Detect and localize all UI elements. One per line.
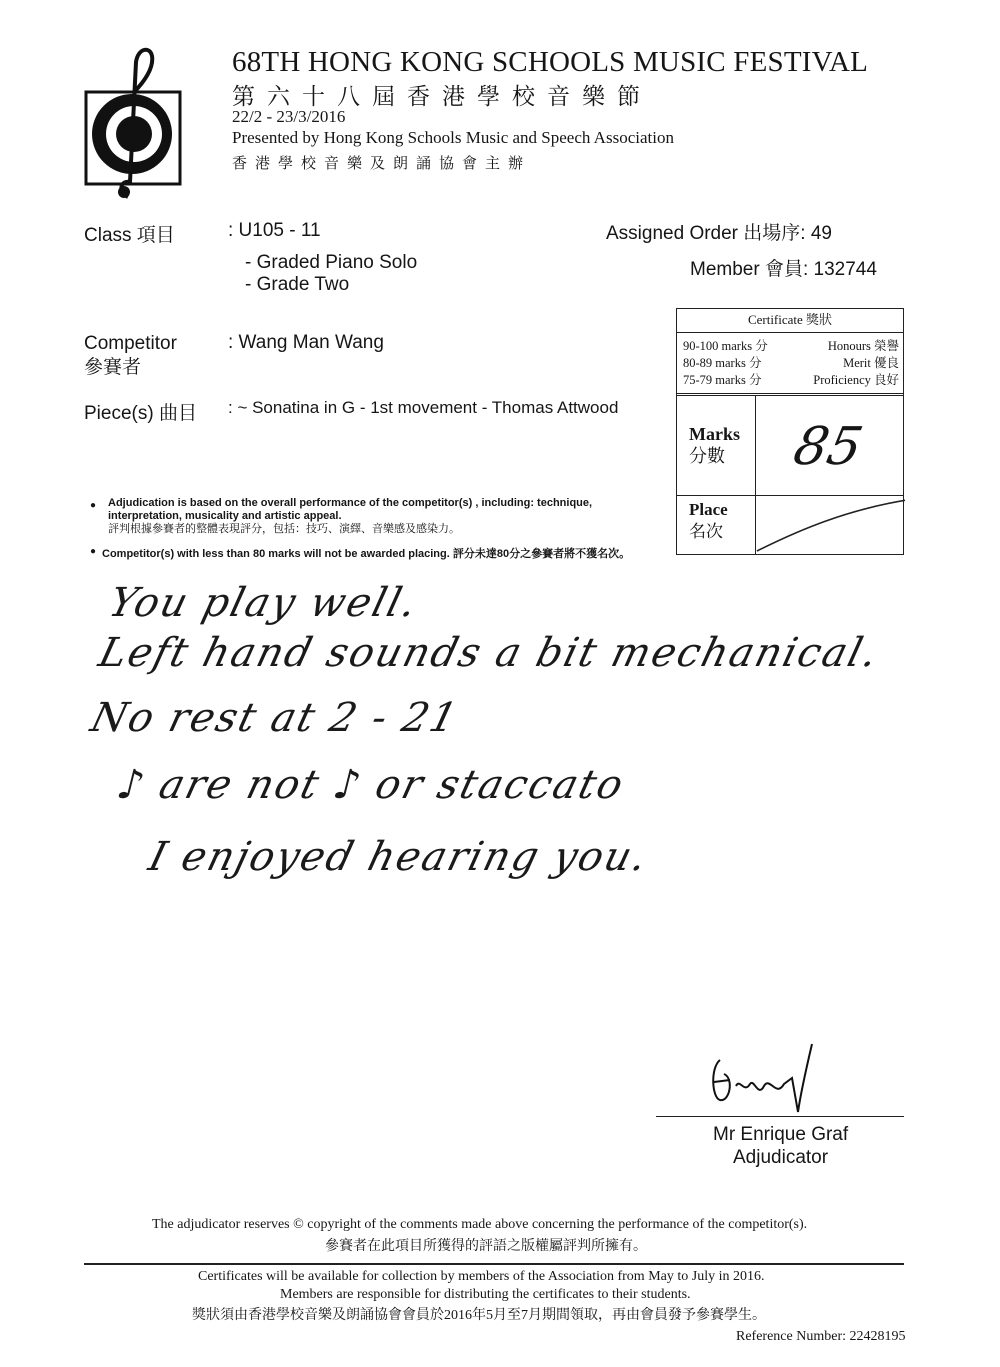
copyright-notice-zh: 參賽者在此項目所獲得的評語之版權屬評判所擁有。 — [325, 1239, 647, 1254]
placing-note: Competitor(s) with less than 80 marks will not be awarded placing. 評分未達80分之參賽者將不獲名次。 — [102, 548, 631, 560]
presenter-text: Presented by Hong Kong Schools Music and Speech Association — [232, 128, 674, 147]
adjudicator-name: Mr Enrique Graf — [713, 1124, 849, 1145]
comment-line: Left hand sounds a bit mechanical. — [94, 630, 884, 676]
certificate-range: 90-100 marks 分 — [683, 339, 768, 353]
presenter-text-zh: 香港學校音樂及朗誦協會主辦 — [232, 156, 532, 172]
pieces-value: : ~ Sonatina in G - 1st movement - Thomas Attwood — [228, 398, 619, 417]
comment-line: No rest at 2 - 21 — [86, 695, 464, 741]
festival-title: 68TH HONG KONG SCHOOLS MUSIC FESTIVAL — [232, 46, 869, 78]
comment-line: ♪ are not ♪ or staccato — [112, 762, 630, 808]
comment-line: You play well. — [104, 580, 424, 626]
adjudicator-title: Adjudicator — [733, 1147, 829, 1168]
certificate-award: Honours 榮譽 — [827, 339, 899, 353]
class-label: Class 項目 — [84, 225, 175, 246]
place-label-zh: 名次 — [689, 522, 723, 541]
festival-logo — [82, 42, 186, 202]
competitor-name: : Wang Man Wang — [228, 332, 384, 353]
footer-collection-note: Certificates will be available for collection by members of the Association from May to July in 2016. — [198, 1269, 765, 1284]
certificate-range: 75-79 marks 分 — [683, 373, 762, 387]
certificate-box — [676, 308, 904, 555]
adjudication-note — [108, 497, 628, 536]
footer-divider — [84, 1263, 904, 1265]
footer-distribution-note: Members are responsible for distributing the certificates to their students. — [280, 1287, 691, 1302]
certificate-title: Certificate 獎狀 — [677, 309, 903, 333]
footer-collection-note-zh: 獎狀須由香港學校音樂及朗誦協會會員於2016年5月至7月期間領取，再由會員發予參賽學生。 — [192, 1308, 766, 1323]
place-label-en: Place — [689, 500, 728, 519]
certificate-range: 80-89 marks 分 — [683, 356, 762, 370]
pieces-label: Piece(s) 曲目 — [84, 403, 197, 424]
member-number: Member 會員: 132744 — [690, 259, 877, 280]
signature-line — [656, 1116, 904, 1117]
reference-number: Reference Number: 22428195 — [736, 1329, 906, 1344]
comment-line: I enjoyed hearing you. — [144, 834, 654, 880]
certificate-award: Proficiency 良好 — [813, 373, 899, 387]
copyright-notice: The adjudicator reserves © copyright of the comments made above concerning the performance of the competitor(s). — [152, 1217, 808, 1232]
certificate-award: Merit 優良 — [843, 356, 899, 370]
class-grade: - Grade Two — [245, 274, 350, 295]
marks-label-en: Marks — [689, 424, 740, 444]
competitor-label-en: Competitor — [84, 333, 177, 354]
assigned-order: Assigned Order 出場序: 49 — [606, 223, 832, 244]
adjudication-note-en: Adjudication is based on the overall performance of the competitor(s) , including: technique, interpretation, musicality and artistic appeal. — [108, 497, 593, 522]
adjudicator-signature — [700, 1038, 840, 1118]
class-code: : U105 - 11 — [228, 220, 321, 241]
place-strike-line — [677, 309, 905, 556]
competitor-label-zh: 參賽者 — [84, 357, 142, 378]
bullet-icon: ● — [90, 500, 97, 511]
bullet-icon: ● — [90, 546, 97, 557]
festival-title-zh: 第六十八屆香港學校音樂節 — [232, 84, 652, 109]
marks-value: 85 — [788, 417, 868, 477]
festival-dates: 22/2 - 23/3/2016 — [232, 107, 346, 126]
competitor-label — [84, 332, 177, 380]
adjudication-note-zh: 評判根據參賽者的整體表現評分，包括：技巧、演繹、音樂感及感染力。 — [108, 523, 460, 535]
class-description: - Graded Piano Solo — [245, 252, 418, 273]
marks-label-zh: 分數 — [689, 446, 725, 466]
